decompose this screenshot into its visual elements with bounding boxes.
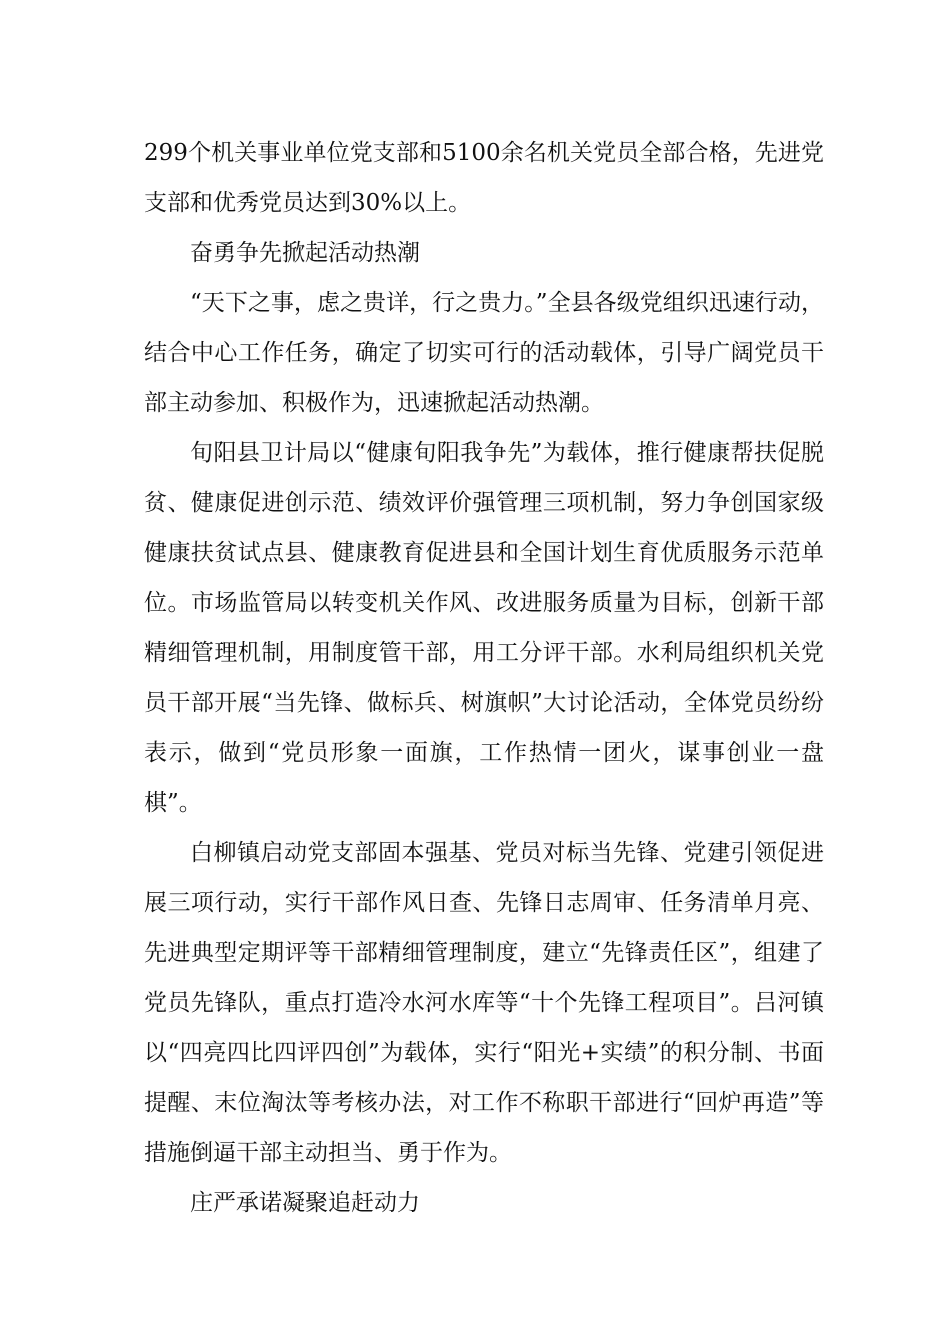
section-heading: 庄严承诺凝聚追赶动力 [190,1190,420,1216]
document-page [144,128,824,1228]
paragraph: 白柳镇启动党支部固本强基、党员对标当先锋、党建引领促进展三项行动，实行干部作风日查、先锋日志周审、任务清单月亮、先进典型定期评等干部精细管理制度，建立“先锋责任区”，组建了党员先锋队，重点打造冷水河水库等“十个先锋工程项目”。吕河镇以“四亮四比四评四创”为载体，实行“阳光+实绩”的积分制、书面提醒、末位淘汰等考核办法，对工作不称职干部进行“回炉再造”等措施倒逼干部主动担当、勇于作为。 [144,840,824,1166]
paragraph-continued: 299个机关事业单位党支部和5100余名机关党员全部合格，先进党支部和优秀党员达到30%以上。 [144,140,824,216]
paragraph: 旬阳县卫计局以“健康旬阳我争先”为载体，推行健康帮扶促脱贫、健康促进创示范、绩效评价强管理三项机制，努力争创国家级健康扶贫试点县、健康教育促进县和全国计划生育优质服务示范单位。市场监管局以转变机关作风、改进服务质量为目标，创新干部精细管理机制，用制度管干部，用工分评干部。水利局组织机关党员干部开展“当先锋、做标兵、树旗帜”大讨论活动，全体党员纷纷表示，做到“党员形象一面旗，工作热情一团火，谋事创业一盘棋”。 [144,440,824,816]
section-heading: 奋勇争先掀起活动热潮 [190,240,420,266]
paragraph: “天下之事，虑之贵详，行之贵力。”全县各级党组织迅速行动，结合中心工作任务，确定了切实可行的活动载体，引导广阔党员干部主动参加、积极作为，迅速掀起活动热潮。 [144,290,824,416]
